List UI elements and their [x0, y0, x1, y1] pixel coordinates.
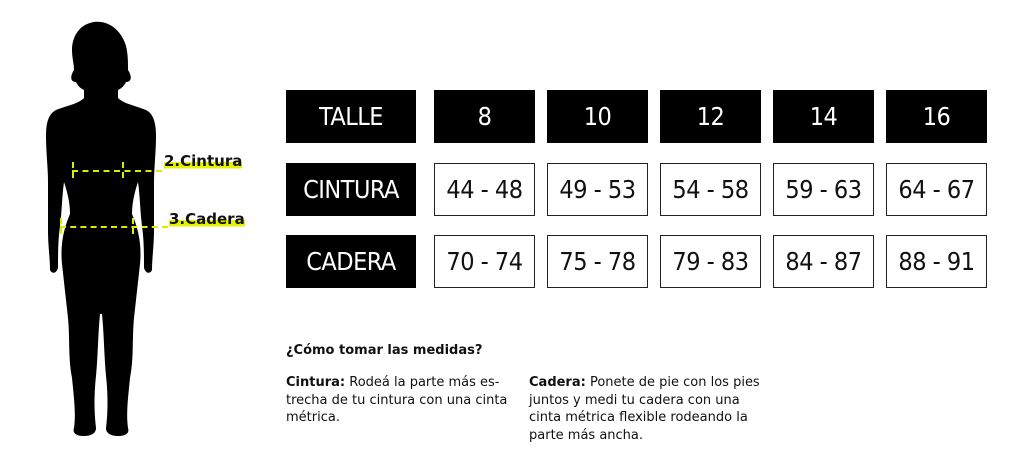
howto-cadera-line-1 — [529, 374, 769, 392]
row-label-cintura: CINTURA — [286, 163, 416, 216]
howto-cadera-line-4: parte más ancha. — [529, 427, 644, 443]
header-size-14: 14 — [773, 90, 874, 143]
header-size-10: 10 — [547, 90, 648, 143]
header-size-16: 16 — [886, 90, 987, 143]
howto-cintura-line-2: trecha de tu cintura con una cinta — [286, 392, 508, 408]
cintura-size-10: 49 - 53 — [547, 163, 648, 216]
cadera-size-14: 84 - 87 — [773, 235, 874, 288]
hip-tick-left — [60, 218, 62, 234]
header-size-8: 8 — [434, 90, 535, 143]
waist-marker-text: 2.Cintura — [164, 152, 243, 170]
howto-cintura-line-3: métrica. — [286, 410, 340, 425]
cadera-size-8: 70 - 74 — [434, 235, 535, 288]
howto-cadera-term: Cadera: — [529, 375, 586, 390]
hip-marker-text: 3.Cadera — [169, 210, 245, 228]
cintura-size-16: 64 - 67 — [886, 163, 987, 216]
hip-marker-label — [167, 210, 247, 228]
howto-title: ¿Cómo tomar las medidas? — [286, 343, 483, 358]
hip-tick-right — [132, 218, 134, 234]
howto-cintura-term: Cintura: — [286, 375, 346, 390]
hip-measure-line — [60, 226, 168, 228]
cadera-size-16: 88 - 91 — [886, 235, 987, 288]
header-talle: TALLE — [286, 90, 416, 143]
howto-cadera-line-2: juntos y medi tu cadera con una — [529, 392, 740, 408]
cintura-size-12: 54 - 58 — [660, 163, 761, 216]
waist-tick-left — [72, 162, 74, 178]
female-silhouette-icon — [30, 18, 170, 446]
cintura-size-14: 59 - 63 — [773, 163, 874, 216]
howto-cadera-line-3: cinta métrica flexible rodeando la — [529, 410, 748, 425]
cadera-size-10: 75 - 78 — [547, 235, 648, 288]
howto-cadera-text-1: Ponete de pie con los pies — [585, 375, 760, 390]
waist-marker-label — [162, 152, 244, 170]
waist-tick-right — [122, 162, 124, 178]
row-label-cadera: CADERA — [286, 235, 416, 288]
waist-measure-line — [72, 170, 162, 172]
howto-cintura — [286, 374, 516, 427]
howto-cadera — [529, 374, 769, 444]
cadera-size-12: 79 - 83 — [660, 235, 761, 288]
howto-cintura-line-1 — [286, 374, 516, 392]
header-size-12: 12 — [660, 90, 761, 143]
cintura-size-8: 44 - 48 — [434, 163, 535, 216]
howto-cintura-text-1: Rodeá la parte más es- — [345, 375, 500, 390]
